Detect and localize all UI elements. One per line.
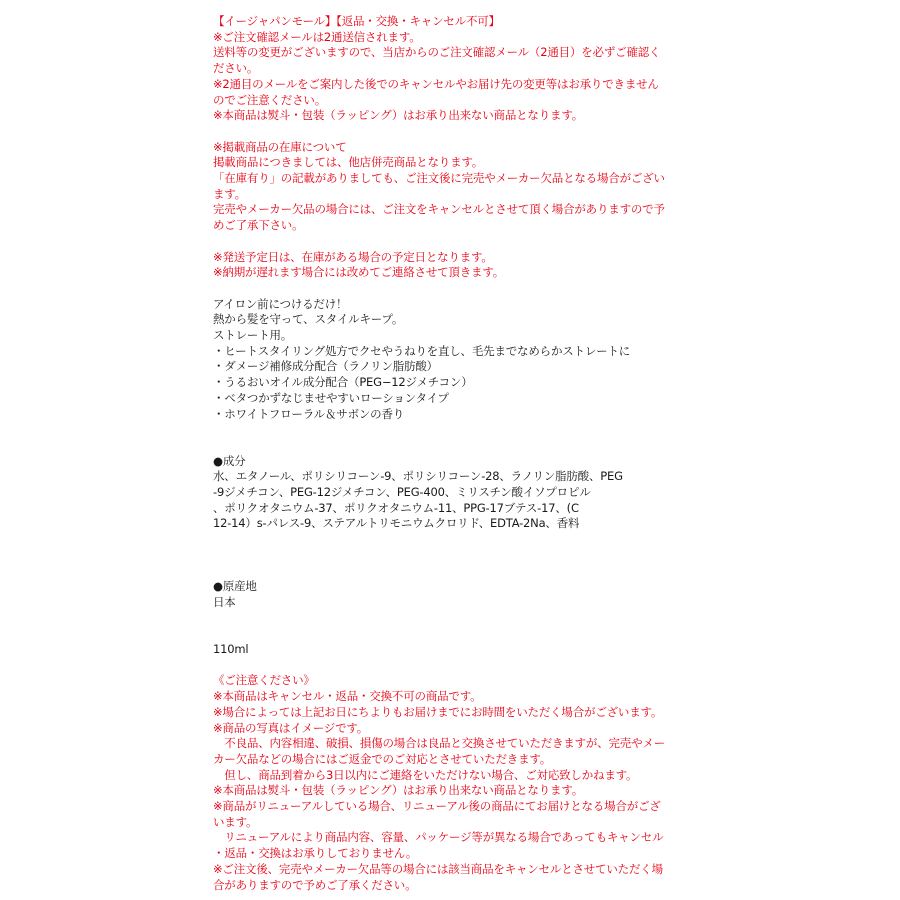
- stock-notice-line: 掲載商品につきましては、他店併売商品となります。: [213, 155, 484, 170]
- caution-line: ※本商品はキャンセル・返品・交換不可の商品です。: [213, 689, 482, 704]
- origin-heading: ●原産地: [213, 579, 257, 594]
- caution-line: ※ご注文後、完売やメーカー欠品等の場合には該当商品をキャンセルとさせていただく場: [213, 861, 663, 876]
- feature-line: ・ホワイトフローラル＆サボンの香り: [213, 406, 405, 421]
- spacer: [213, 124, 663, 140]
- caution-line: ・返品・交換はお承りしておりません。: [213, 846, 418, 861]
- caution-line: 合がありますので予めご了承ください。: [213, 877, 417, 892]
- stock-notice-line: 完売やメーカー欠品の場合には、ご注文をキャンセルとさせて頂く場合がありますので予: [213, 202, 665, 217]
- shipping-notice-line: ※納期が遅れます場合には改めてご連絡させて頂きます。: [213, 265, 505, 280]
- notice-line: ※ご注文確認メールは2通送信されます。: [213, 29, 421, 44]
- caution-line: ※本商品は熨斗・包装（ラッピング）はお承り出来ない商品となります。: [213, 783, 583, 798]
- shipping-notice-line: ※発送予定日は、在庫がある場合の予定日となります。: [213, 249, 493, 264]
- spacer: [213, 611, 663, 642]
- notice-line: ※2通目のメールをご案内した後でのキャンセルやお届け先の変更等はお承りできません: [213, 76, 659, 91]
- caution-line: 不良品、内容相違、破損、損傷の場合は良品と交換させていただきますが、完売やメー: [213, 736, 665, 751]
- caution-line: カー欠品などの場合にはご返金でのご対応とさせていただきます。: [213, 751, 552, 766]
- description-line: アイロン前につけるだけ！: [213, 296, 348, 311]
- shipping-notice-block: [213, 250, 663, 281]
- stock-notice-block: [213, 140, 663, 234]
- product-description-page: [213, 14, 663, 893]
- notice-line: 送料等の変更がございますので、当店からのご注文確認メール（2通目）を必ずご確認く: [213, 45, 661, 60]
- feature-line: ・うるおいオイル成分配合（PEG−12ジメチコン）: [213, 375, 473, 390]
- notice-line: のでご注意ください。: [213, 92, 326, 107]
- spacer: [213, 422, 663, 453]
- caution-line: ※場合によっては上記お日にちよりもお届けまでにお時間をいただく場合がございます。: [213, 704, 663, 719]
- caution-heading: 《ご注意ください》: [213, 673, 315, 688]
- volume-block: [213, 642, 663, 658]
- caution-line: ※商品がリニューアルしている場合、リニューアル後の商品にてお届けとなる場合がござ: [213, 799, 661, 814]
- ingredients-block: [213, 454, 663, 533]
- spacer: [213, 658, 663, 674]
- product-description-block: [213, 297, 663, 423]
- ingredients-line: 12-14）s-パレス-9、ステアルトリモニウムクロリド、EDTA-2Na、香料: [213, 516, 580, 531]
- origin-block: [213, 579, 663, 610]
- spacer: [213, 532, 663, 579]
- ingredients-line: 、ポリクオタニウム-37、ポリクオタニウム-11、PPG-17ブテス-17、(C: [213, 500, 579, 515]
- volume-value: 110ml: [213, 642, 249, 657]
- origin-value: 日本: [213, 594, 236, 609]
- description-line: 熱から髪を守って、スタイルキープ。: [213, 312, 404, 327]
- notice-line: ださい。: [213, 61, 259, 76]
- stock-notice-line: ※掲載商品の在庫について: [213, 139, 347, 154]
- feature-line: ・ヒートスタイリング処方でクセやうねりを直し、毛先までなめらかストレートに: [213, 343, 631, 358]
- feature-line: ・ダメージ補修成分配合（ラノリン脂肪酸）: [213, 359, 438, 374]
- feature-line: ・ベタつかずなじませやすいローションタイプ: [213, 390, 449, 405]
- notice-line: ※本商品は熨斗・包装（ラッピング）はお承り出来ない商品となります。: [213, 108, 583, 123]
- spacer: [213, 281, 663, 297]
- caution-line: います。: [213, 814, 258, 829]
- description-line: ストレート用。: [213, 328, 293, 343]
- stock-notice-line: めご了承下さい。: [213, 218, 304, 233]
- caution-block: [213, 673, 663, 893]
- ingredients-heading: ●成分: [213, 453, 246, 468]
- ingredients-line: -9ジメチコン、PEG-12ジメチコン、PEG-400、ミリスチン酸イソプロピル: [213, 485, 591, 500]
- caution-line: ※商品の写真はイメージです。: [213, 720, 369, 735]
- shop-notice-header: 【イージャパンモール】【返品・交換・キャンセル不可】: [213, 14, 500, 28]
- stock-notice-line: ます。: [213, 186, 246, 201]
- caution-line: 但し、商品到着から3日以内にご連絡をいただけない場合、ご対応致しかねます。: [213, 767, 638, 782]
- caution-line: リニューアルにより商品内容、容量、パッケージ等が異なる場合であってもキャンセル: [213, 830, 664, 845]
- notice-top-block: [213, 14, 663, 124]
- spacer: [213, 234, 663, 250]
- stock-notice-line: 「在庫有り」の記載がありましても、ご注文後に完売やメーカー欠品となる場合がござい: [213, 171, 665, 186]
- ingredients-line: 水、エタノール、ポリシリコーン-9、ポリシリコーン-28、ラノリン脂肪酸、PEG: [213, 469, 623, 484]
